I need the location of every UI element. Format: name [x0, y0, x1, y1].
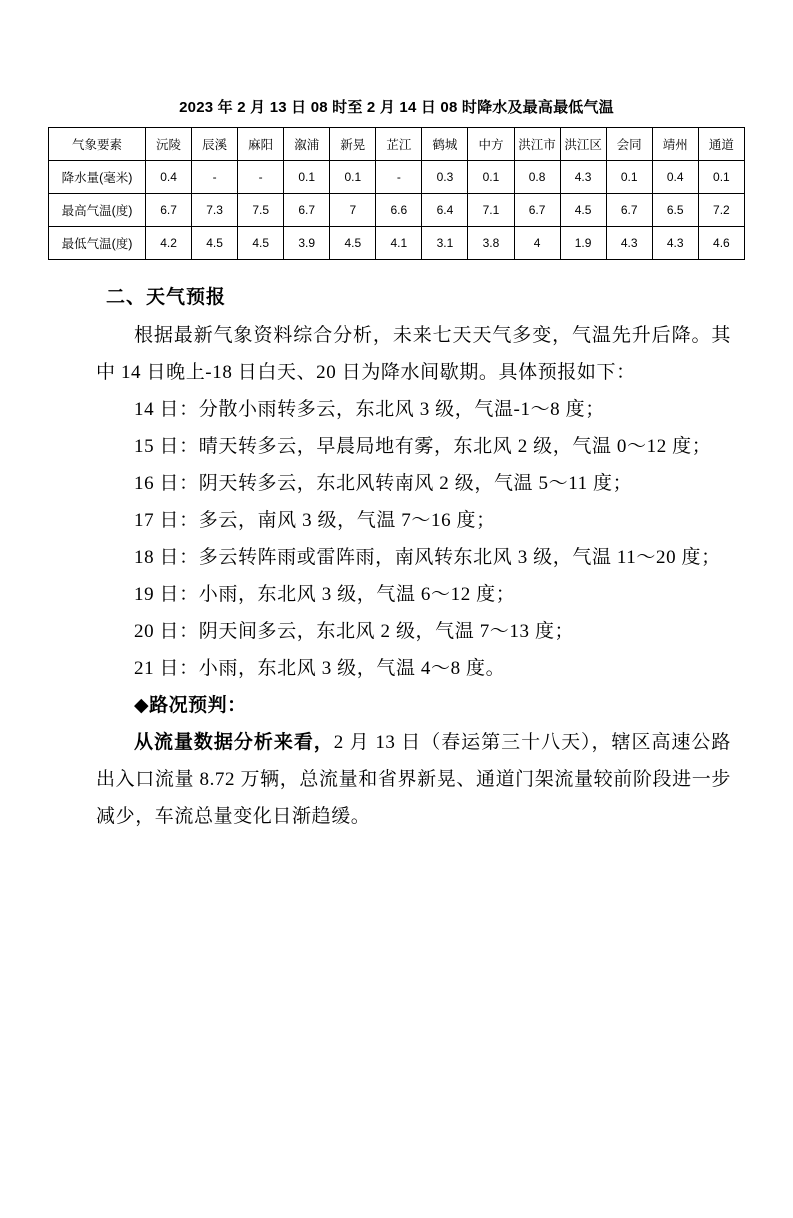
table-cell: 0.1: [330, 161, 376, 194]
table-cell: 0.1: [284, 161, 330, 194]
section-heading: 二、天气预报: [106, 287, 227, 308]
table-cell: 6.7: [514, 194, 560, 227]
forecast-item: 18 日：多云转阵雨或雷阵雨，南风转东北风 3 级，气温 11～20 度；: [134, 547, 721, 568]
table-cell: 4.1: [376, 227, 422, 260]
road-condition-paragraph: [48, 724, 745, 835]
table-cell: 6.7: [284, 194, 330, 227]
table-row-label: 最低气温(度): [49, 227, 146, 260]
table-cell: 6.5: [652, 194, 698, 227]
table-header-row: [49, 128, 745, 161]
table-column-header: 麻阳: [238, 128, 284, 161]
table-cell: 4.3: [560, 161, 606, 194]
table-cell: 0.1: [698, 161, 744, 194]
forecast-item: 19 日：小雨，东北风 3 级，气温 6～12 度；: [134, 584, 516, 605]
table-row: [49, 194, 745, 227]
table-row: [49, 227, 745, 260]
table-row-label: 最高气温(度): [49, 194, 146, 227]
forecast-item: 17 日：多云，南风 3 级，气温 7～16 度；: [134, 510, 496, 531]
table-cell: 0.1: [468, 161, 514, 194]
table-cell: 6.6: [376, 194, 422, 227]
table-cell: 7.5: [238, 194, 284, 227]
table-cell: 7.2: [698, 194, 744, 227]
road-condition-text: 2 月 13 日（春运第三十八天），辖区高速公路出入口流量 8.72 万辆，总流量和省界新晃、通道门架流量较前阶段进一步减少，车流总量变化日渐趋缓。: [96, 732, 731, 827]
table-cell: -: [376, 161, 422, 194]
table-cell: 4.5: [560, 194, 606, 227]
table-cell: 6.7: [606, 194, 652, 227]
table-cell: 0.4: [146, 161, 192, 194]
table-cell: 4: [514, 227, 560, 260]
table-cell: 0.3: [422, 161, 468, 194]
table-column-header: 气象要素: [49, 128, 146, 161]
table-cell: 1.9: [560, 227, 606, 260]
table-row-label: 降水量(毫米): [49, 161, 146, 194]
table-cell: 0.1: [606, 161, 652, 194]
table-cell: 4.2: [146, 227, 192, 260]
table-column-header: 通道: [698, 128, 744, 161]
table-title: 2023 年 2 月 13 日 08 时至 2 月 14 日 08 时降水及最高最低气温: [179, 99, 614, 116]
table-column-header: 芷江: [376, 128, 422, 161]
table-cell: 0.8: [514, 161, 560, 194]
table-cell: 3.8: [468, 227, 514, 260]
table-column-header: 中方: [468, 128, 514, 161]
table-column-header: 辰溪: [192, 128, 238, 161]
table-cell: 3.1: [422, 227, 468, 260]
table-column-header: 会同: [606, 128, 652, 161]
table-cell: 4.3: [652, 227, 698, 260]
table-cell: 4.6: [698, 227, 744, 260]
document-page: [0, 96, 793, 1218]
table-column-header: 沅陵: [146, 128, 192, 161]
table-cell: 6.7: [146, 194, 192, 227]
table-cell: 4.5: [330, 227, 376, 260]
table-cell: 4.5: [238, 227, 284, 260]
table-cell: 0.4: [652, 161, 698, 194]
table-column-header: 靖州: [652, 128, 698, 161]
weather-table: [48, 127, 745, 260]
intro-paragraph: 根据最新气象资料综合分析，未来七天天气多变，气温先升后降。其中 14 日晚上-18 日白天、20 日为降水间歇期。具体预报如下：: [96, 325, 731, 383]
forecast-item: 14 日：分散小雨转多云，东北风 3 级，气温-1～8 度；: [134, 399, 605, 420]
table-cell: 7.1: [468, 194, 514, 227]
table-cell: 7.3: [192, 194, 238, 227]
road-condition-lead: 从流量数据分析来看，: [134, 732, 334, 753]
table-column-header: 鹤城: [422, 128, 468, 161]
forecast-item: 20 日：阴天间多云，东北风 2 级，气温 7～13 度；: [134, 621, 575, 642]
table-cell: 6.4: [422, 194, 468, 227]
forecast-item: 16 日：阴天转多云，东北风转南风 2 级，气温 5～11 度；: [134, 473, 633, 494]
forecast-item: 15 日：晴天转多云，早晨局地有雾，东北风 2 级，气温 0～12 度；: [134, 436, 712, 457]
table-cell: 4.3: [606, 227, 652, 260]
table-cell: -: [238, 161, 284, 194]
table-cell: 7: [330, 194, 376, 227]
table-cell: 3.9: [284, 227, 330, 260]
table-column-header: 溆浦: [284, 128, 330, 161]
table-column-header: 洪江区: [560, 128, 606, 161]
road-condition-heading: ◆路况预判：: [134, 695, 247, 716]
table-cell: 4.5: [192, 227, 238, 260]
table-column-header: 洪江市: [514, 128, 560, 161]
forecast-item: 21 日：小雨，东北风 3 级，气温 4～8 度。: [134, 658, 506, 679]
table-row: [49, 161, 745, 194]
table-cell: -: [192, 161, 238, 194]
table-column-header: 新晃: [330, 128, 376, 161]
